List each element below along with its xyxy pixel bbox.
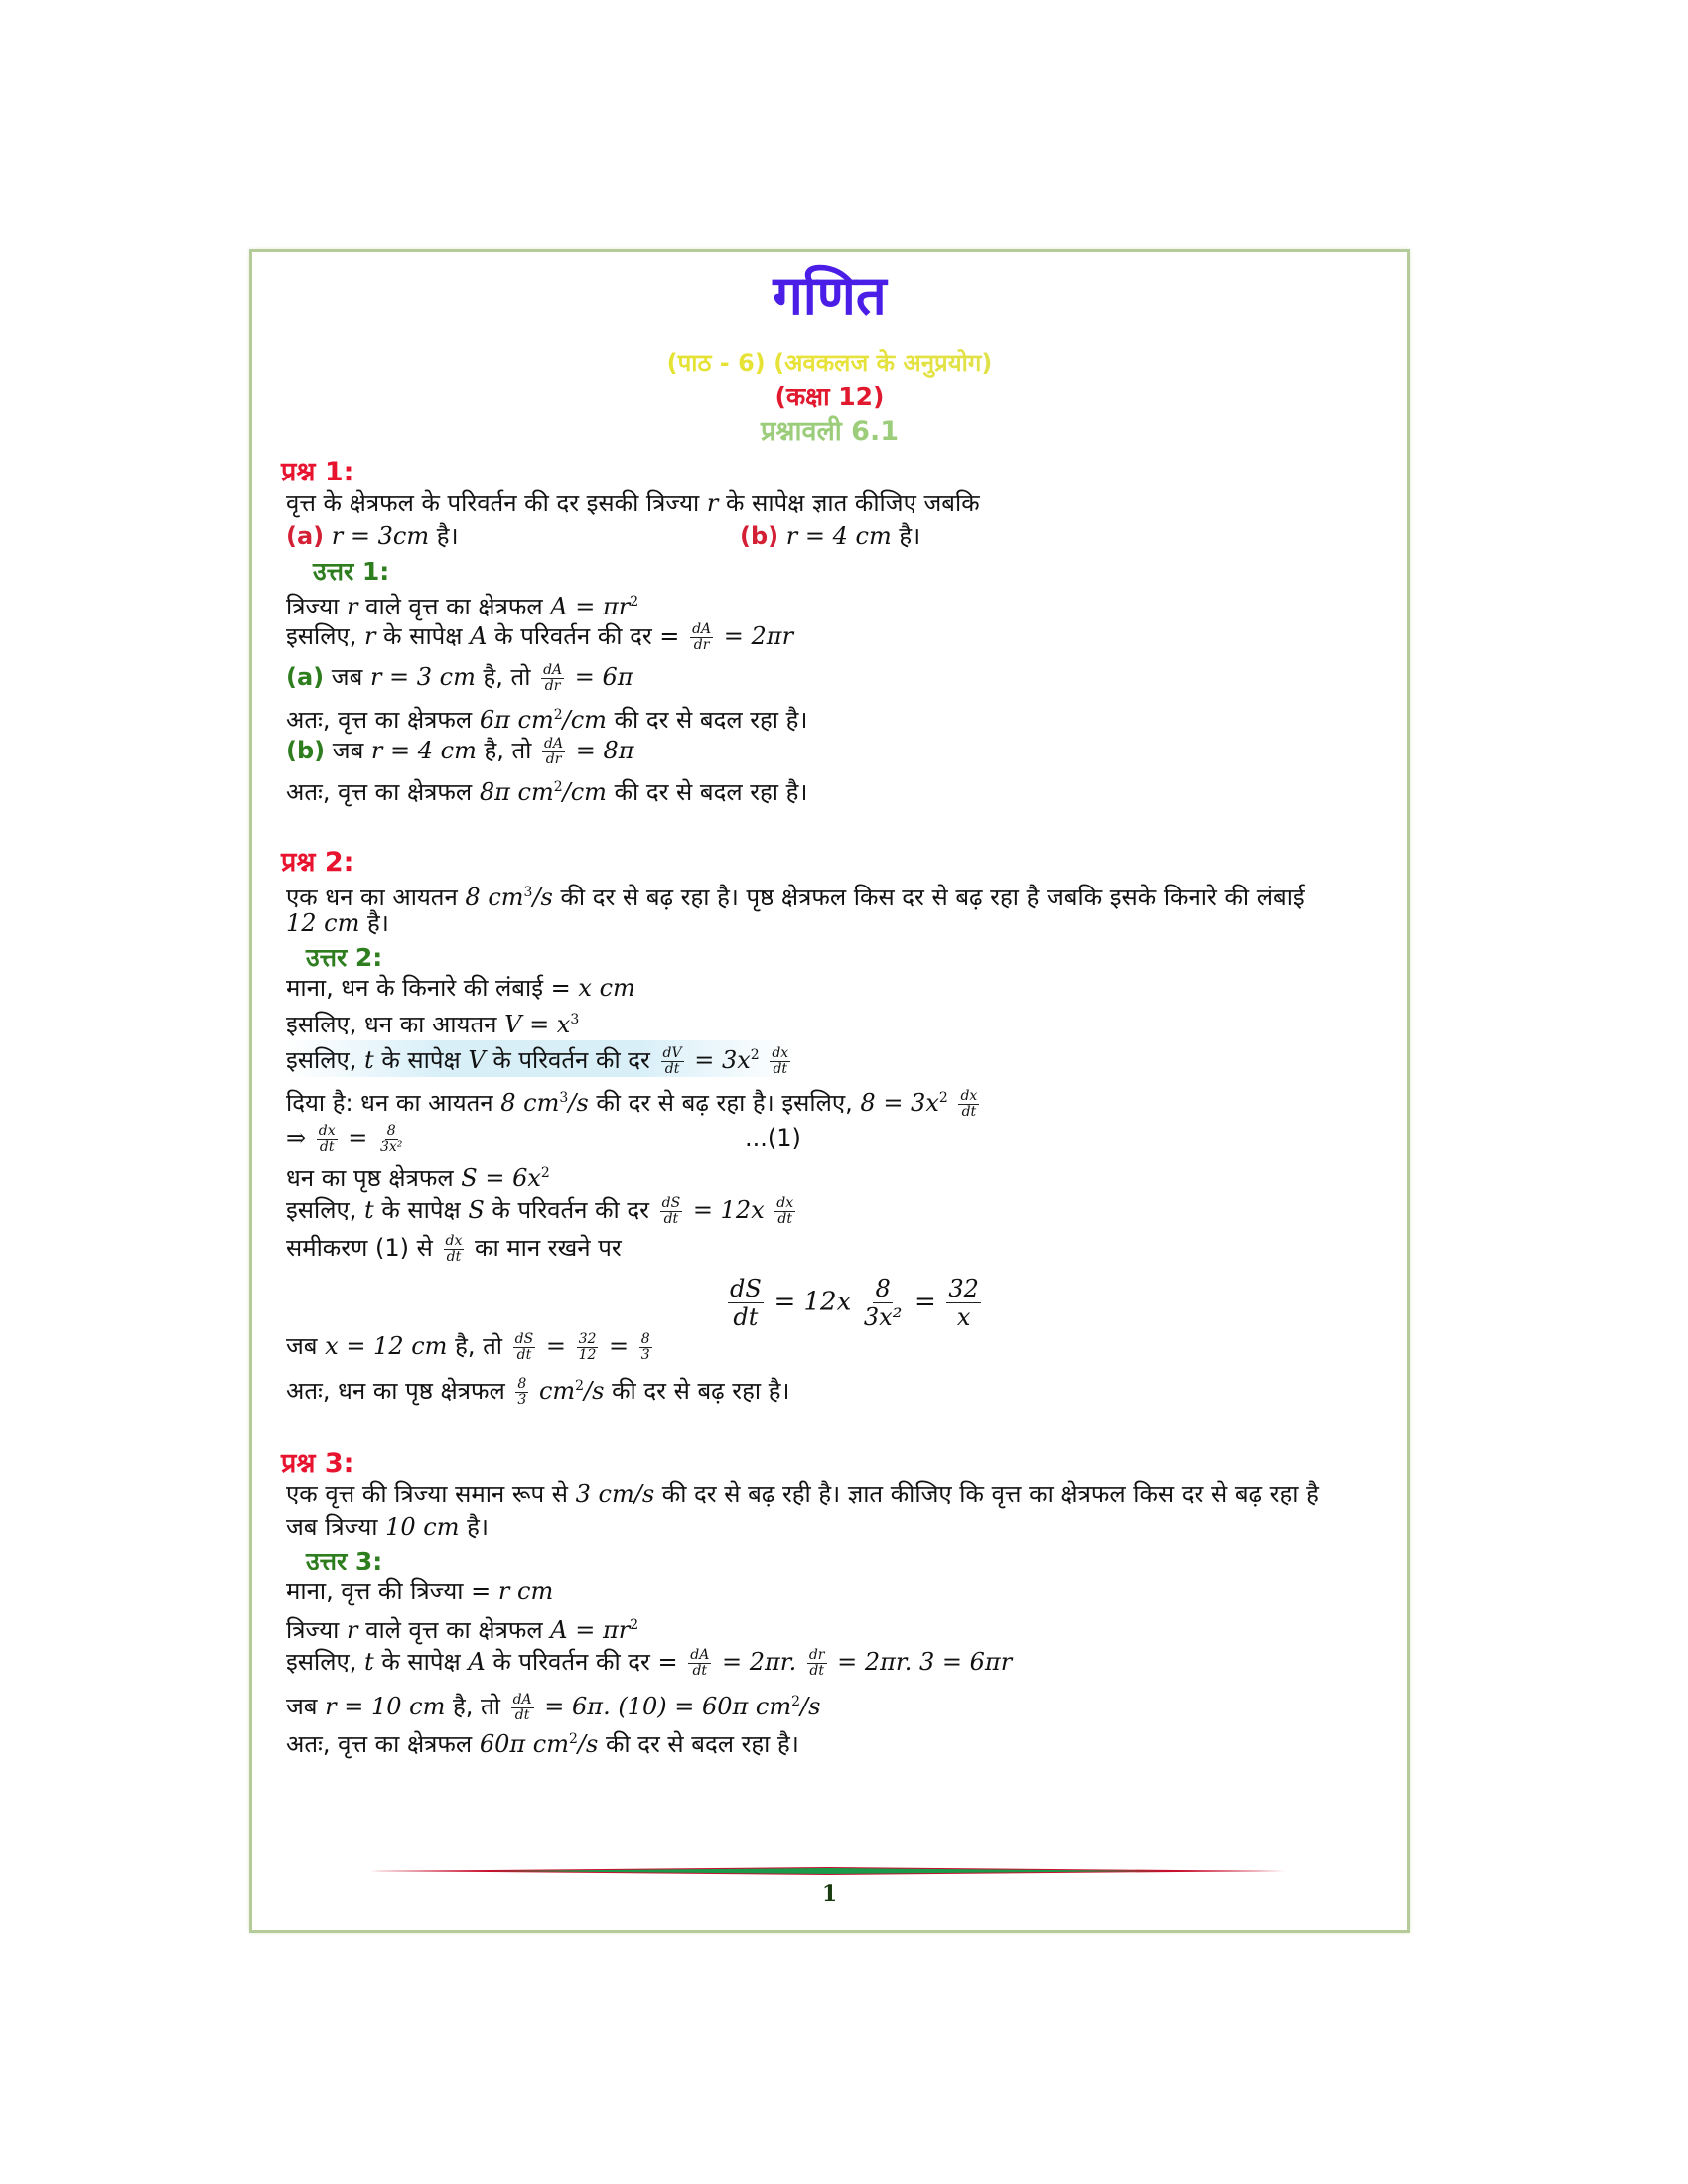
answer-1-line: अतः, वृत्त का क्षेत्रफल 8π $cm^2/cm$ की दर से बदल रहा है।	[286, 778, 808, 806]
answer-2-heading: उत्तर 2:	[306, 943, 383, 972]
answer-1-line: (b) जब r = 4 cm है, तो $\frac{dA}{dr}$ = 8π	[286, 735, 634, 767]
exercise-label: प्रश्नावली 6.1	[761, 416, 899, 447]
question-3-text: जब त्रिज्या 10 cm है।	[286, 1513, 489, 1541]
question-2-text: एक धन का आयतन 8 $cm^3/s$ की दर से बढ़ रहा है। पृष्ठ क्षेत्रफल किस दर से बढ़ रहा है जबकि इसके किनारे की लंबाई	[286, 884, 1305, 911]
question-1-part-a: (a) r = 3cm है।	[286, 522, 459, 550]
answer-2-line: दिया है: धन का आयतन 8 $cm^3/s$ की दर से बढ़ रहा है। इसलिए, $8 = 3x^2$ $\frac{dx}{dt}$	[286, 1087, 978, 1120]
grade-label: (कक्षा 12)	[774, 382, 885, 411]
answer-3-line: जब r = 10 cm है, तो $\frac{dA}{dt}$ = 6π. (10) = 60π $cm^2/s$	[286, 1691, 821, 1723]
page-title: गणित	[773, 264, 887, 327]
answer-2-line: समीकरण (1) से $\frac{dx}{dt}$ का मान रखने पर	[286, 1232, 622, 1265]
answer-1-heading: उत्तर 1:	[313, 557, 390, 586]
answer-2-line: ⇒ $\frac{dx}{dt}$ = $\frac{8}{\text{3x²}}$	[286, 1122, 403, 1155]
question-1-heading: प्रश्न 1:	[281, 457, 354, 487]
answer-2-line: माना, धन के किनारे की लंबाई = x cm	[286, 974, 635, 1002]
answer-2-line: धन का पृष्ठ क्षेत्रफल $S = 6x^2$	[286, 1164, 550, 1192]
answer-2-line: जब x = 12 cm है, तो $\frac{dS}{dt}$ = $\frac{32}{12}$ = $\frac{8}{3}$	[286, 1330, 650, 1363]
answer-3-line: अतः, वृत्त का क्षेत्रफल 60π $cm^2/s$ की दर से बदल रहा है।	[286, 1730, 799, 1758]
answer-3-line: इसलिए, t के सापेक्ष A के परिवर्तन की दर = $\frac{dA}{dt}$ = 2πr. $\frac{dr}{dt}$ = 2πr. 3 = 6πr	[286, 1646, 1013, 1679]
chapter-subtitle: (पाठ - 6) (अवकलज के अनुप्रयोग)	[249, 346, 1410, 379]
answer-1-line: अतः, वृत्त का क्षेत्रफल 6π $cm^2/cm$ की दर से बदल रहा है।	[286, 706, 808, 734]
answer-2-line: इसलिए, धन का आयतन $V = x^3$	[286, 1011, 580, 1038]
question-2-text: 12 cm है।	[286, 909, 389, 937]
answer-1-line: (a) जब r = 3 cm है, तो $\frac{dA}{dr}$ = 6π	[286, 661, 633, 694]
answer-1-line: इसलिए, r के सापेक्ष A के परिवर्तन की दर = $\frac{dA}{dr}$ = 2πr	[286, 620, 794, 653]
answer-3-line: त्रिज्या r वाले वृत्त का क्षेत्रफल $A = \pi r^2$	[286, 1616, 639, 1644]
answer-3-line: माना, वृत्त की त्रिज्या = r cm	[286, 1577, 554, 1605]
question-1-text: वृत्त के क्षेत्रफल के परिवर्तन की दर इसकी त्रिज्या r के सापेक्ष ज्ञात कीजिए जबकि	[286, 489, 980, 517]
question-1-part-b: (b) r = 4 cm है।	[740, 522, 921, 550]
answer-2-line: अतः, धन का पृष्ठ क्षेत्रफल $\frac{8}{3}$ $cm^2/s$ की दर से बढ़ रहा है।	[286, 1375, 790, 1408]
answer-2-line: इसलिए, t के सापेक्ष S के परिवर्तन की दर $\frac{dS}{dt}$ = 12x $\frac{dx}{dt}$	[286, 1194, 794, 1227]
equation-reference: ...(1)	[745, 1124, 801, 1152]
question-2-heading: प्रश्न 2:	[281, 847, 354, 878]
answer-3-heading: उत्तर 3:	[306, 1547, 383, 1575]
centered-equation: $\frac{dS}{dt}$ = 12x $\frac{8}{\text{3x²}}$ = $\frac{32}{x}$	[730, 1275, 979, 1331]
question-3-text: एक वृत्त की त्रिज्या समान रूप से 3 cm/s की दर से बढ़ रही है। ज्ञात कीजिए कि वृत्त का क्षेत्रफल किस दर से बढ़ रहा है	[286, 1480, 1319, 1508]
page-number: 1	[821, 1881, 838, 1907]
footer-divider	[370, 1867, 1286, 1875]
answer-2-line: इसलिए, t के सापेक्ष V के परिवर्तन की दर $\frac{dV}{dt}$ = $3x^2$ $\frac{dx}{dt}$	[286, 1040, 793, 1077]
answer-1-line: त्रिज्या r वाले वृत्त का क्षेत्रफल $A = \pi r^2$	[286, 593, 639, 620]
question-3-heading: प्रश्न 3:	[281, 1448, 354, 1479]
